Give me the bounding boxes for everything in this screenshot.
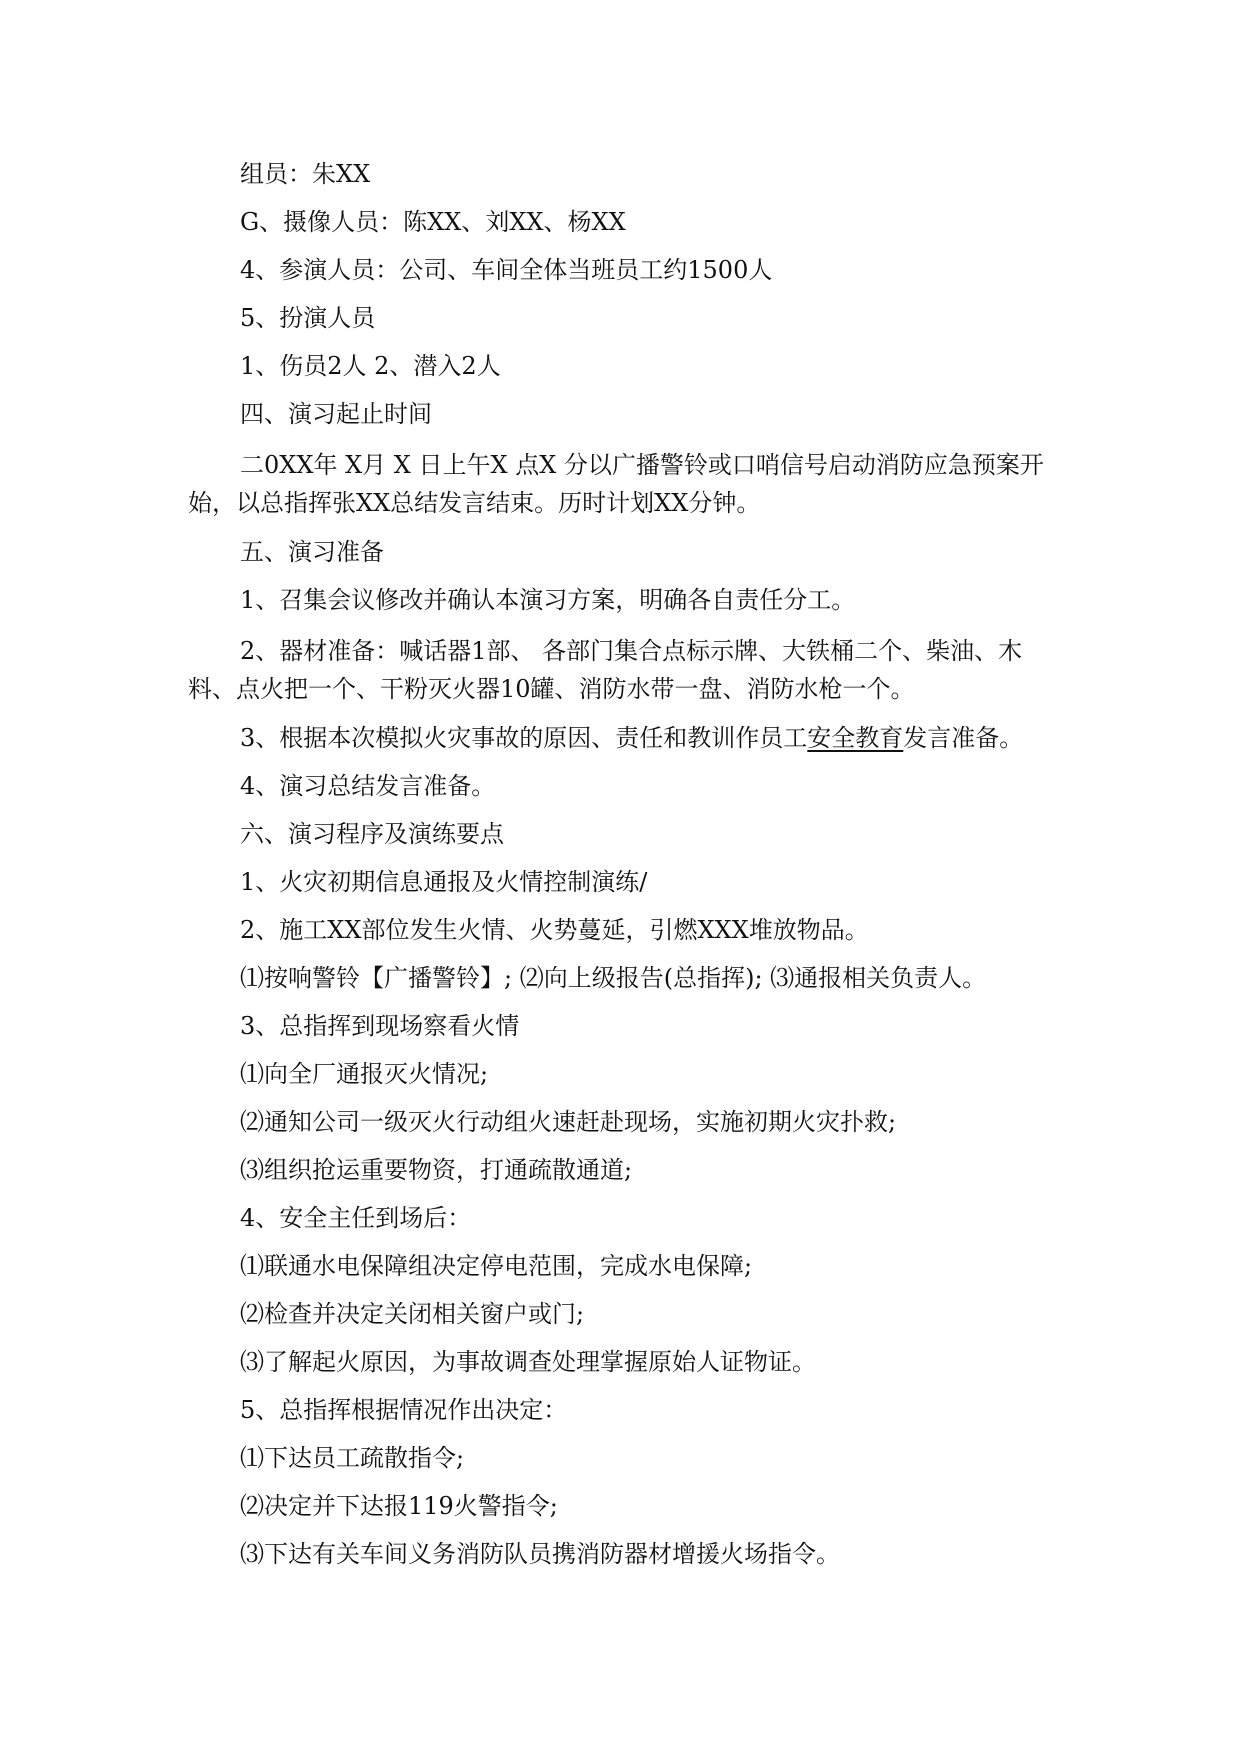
paragraph: 4、演习总结发言准备。: [240, 772, 496, 800]
paragraph: 4、安全主任到场后：: [240, 1204, 472, 1232]
paragraph: 组员：朱XX: [240, 160, 371, 188]
paragraph: ⑶了解起火原因，为事故调查处理掌握原始人证物证。: [240, 1348, 816, 1376]
section-heading: 四、演习起止时间: [240, 400, 432, 428]
paragraph: 4、参演人员：公司、车间全体当班员工约1500人: [240, 256, 773, 284]
paragraph: ⑵决定并下达报119火警指令;: [240, 1492, 558, 1520]
paragraph: 1、伤员2人 2、潜入2人: [240, 352, 501, 380]
paragraph: ⑵检查并决定关闭相关窗户或门;: [240, 1300, 585, 1328]
section-heading: 五、演习准备: [240, 538, 384, 566]
paragraph: G、摄像人员：陈XX、刘XX、杨XX: [240, 208, 626, 236]
paragraph: 2、器材准备：喊话器1部、 各部门集合点标示牌、大铁桶二个、柴油、木料、点火把一个、干粉灭火器10罐、消防水带一盘、消防水枪一个。: [188, 637, 1023, 703]
paragraph: 2、施工XX部位发生火情、火势蔓延，引燃XXX堆放物品。: [240, 916, 869, 944]
paragraph: 1、召集会议修改并确认本演习方案，明确各自责任分工。: [240, 586, 856, 614]
paragraph-text-tail: 发言准备。: [903, 724, 1024, 752]
paragraph: ⑴下达员工疏散指令;: [240, 1444, 465, 1472]
paragraph: 二0XX年 X月 X 日上午X 点X 分以广播警铃或口哨信号启动消防应急预案开始，以总指挥张XX总结发言结束。历时计划XX分钟。: [188, 451, 1044, 517]
paragraph: 3、总指挥到现场察看火情: [240, 1012, 520, 1040]
paragraph: ⑴向全厂通报灭火情况;: [240, 1060, 489, 1088]
paragraph: ⑶组织抢运重要物资，打通疏散通道;: [240, 1156, 633, 1184]
paragraph-text: 3、根据本次模拟火灾事故的原因、责任和教训作员工: [240, 724, 808, 752]
section-heading: 六、演习程序及演练要点: [240, 820, 504, 848]
paragraph: 5、扮演人员: [240, 304, 376, 332]
document-body: [188, 158, 1060, 1586]
safety-education-link[interactable]: 安全教育: [807, 724, 904, 752]
paragraph: ⑵通知公司一级灭火行动组火速赶赴现场，实施初期火灾扑救;: [240, 1108, 897, 1136]
paragraph: ⑶下达有关车间义务消防队员携消防器材增援火场指令。: [240, 1540, 840, 1568]
paragraph: ⑴联通水电保障组决定停电范围，完成水电保障;: [240, 1252, 753, 1280]
paragraph: [188, 722, 1060, 754]
paragraph: ⑴按响警铃【广播警铃】; ⑵向上级报告(总指挥); ⑶通报相关负责人。: [240, 964, 987, 992]
paragraph: 5、总指挥根据情况作出决定：: [240, 1396, 568, 1424]
paragraph: 1、火灾初期信息通报及火情控制演练/: [240, 868, 648, 896]
